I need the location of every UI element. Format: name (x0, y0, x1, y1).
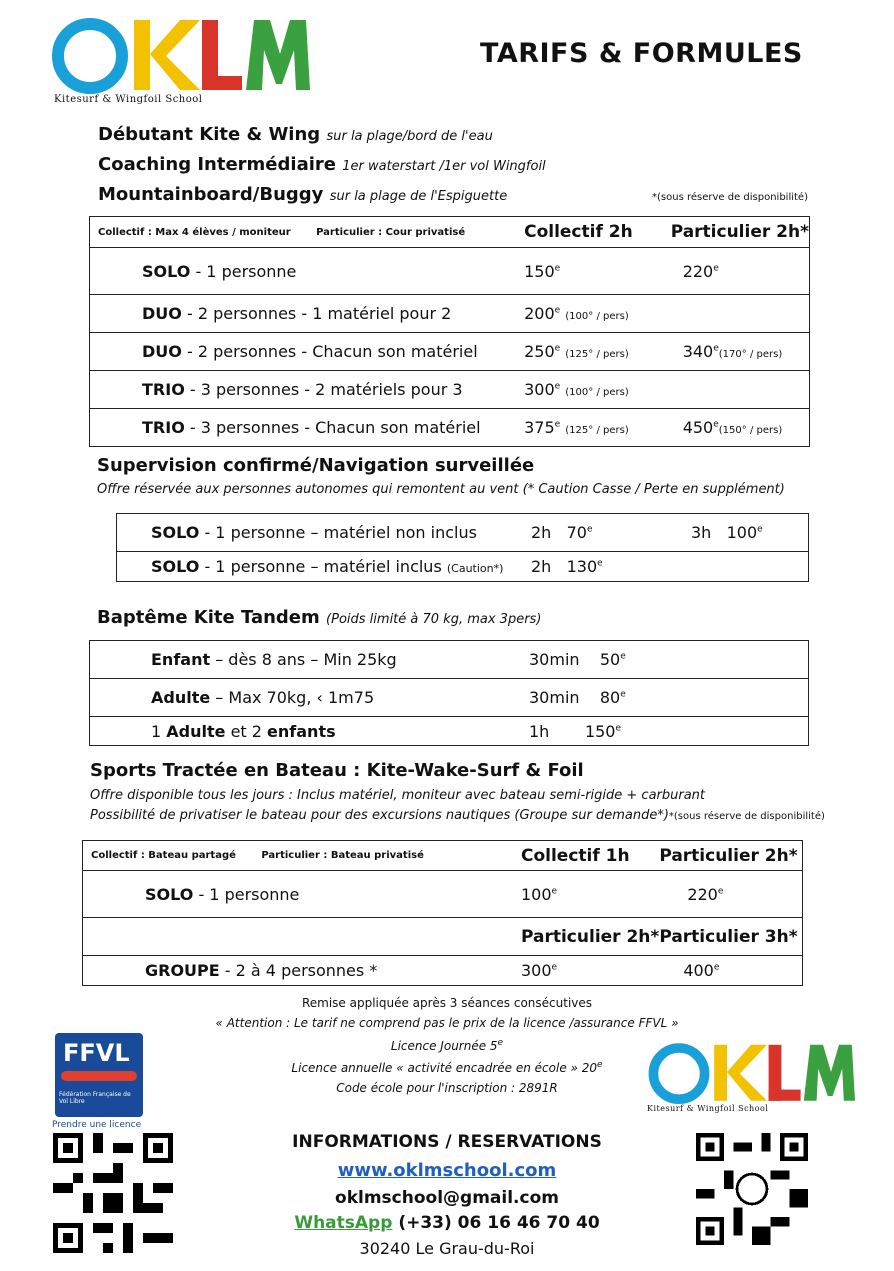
table-row: Enfant – dès 8 ans – Min 25kg 30min 50e (90, 641, 809, 679)
section4-line-2: Possibilité de privatiser le bateau pour des excursions nautiques (Groupe sur demande*)*(sous réserve de disponibilité) (90, 808, 825, 823)
table-subheader-row (83, 918, 803, 956)
table-row: TRIO - 3 personnes - 2 matériels pour 3 300e (100° / pers) (90, 371, 810, 409)
license-year: Licence annuelle « activité encadrée en école » 20e (291, 1060, 603, 1075)
whatsapp-link[interactable]: WhatsApp (294, 1213, 393, 1233)
logo-subtitle: Kitesurf & Wingfoil School (54, 94, 203, 105)
section4-price-table (82, 840, 803, 986)
section3-price-table (89, 640, 809, 746)
oklm-logo-graphic (50, 14, 310, 94)
section4-line-1: Offre disponible tous les jours : Inclus matériel, moniteur avec bateau semi-rigide + carburant (90, 788, 706, 803)
section1-line-1: Débutant Kite & Wing sur la plage/bord de l'eau (98, 124, 493, 145)
address: 30240 Le Grau-du-Roi (359, 1239, 535, 1258)
availability-note: *(sous réserve de disponibilité) (652, 192, 808, 203)
col-collectif-1h: Collectif 1h (521, 841, 659, 871)
contact-title: INFORMATIONS / RESERVATIONS (292, 1132, 602, 1152)
table-row: SOLO - 1 personne – matériel inclus (Caution*) 2h 130e (117, 552, 809, 582)
phone-line (0, 1213, 894, 1233)
col-particulier-2h: Particulier 2h* (671, 217, 810, 248)
table-row: GROUPE - 2 à 4 personnes * 300e 400e (83, 956, 803, 986)
ffvl-license-link[interactable]: Prendre une licence (52, 1120, 142, 1130)
license-warning: « Attention : Le tarif ne comprend pas le prix de la licence /assurance FFVL » (215, 1016, 679, 1030)
section2-subtitle: Offre réservée aux personnes autonomes qui remontent au vent (* Caution Casse / Perte en supplément) (97, 482, 785, 497)
header-collectif-note: Collectif : Max 4 élèves / moniteur (98, 226, 291, 238)
table-header-row (90, 217, 810, 248)
col-collectif-2h: Collectif 2h (524, 217, 671, 248)
section2-price-table (116, 513, 809, 582)
table-row: SOLO - 1 personne 100e 220e (83, 871, 803, 918)
table-row: 1 Adulte et 2 enfants 1h 150e (90, 717, 809, 746)
oklm-logo-small: Kitesurf & Wingfoil School (645, 1040, 857, 1120)
website-link[interactable]: www.oklmschool.com (337, 1160, 557, 1181)
table-row: SOLO - 1 personne – matériel non inclus 2h 70e 3h 100e (117, 514, 809, 552)
page-title: TARIFS & FORMULES (480, 38, 803, 69)
school-code: Code école pour l'inscription : 2891R (336, 1081, 558, 1095)
section1-line-3: Mountainboard/Buggy sur la plage de l'Espiguette (98, 184, 508, 205)
section4-title: Sports Tractée en Bateau : Kite-Wake-Surf & Foil (90, 760, 584, 781)
table-row: Adulte – Max 70kg, ‹ 1m75 30min 80e (90, 679, 809, 717)
ffvl-logo: FFVL Fédération Française de Vol Libre (55, 1033, 143, 1117)
discount-note: Remise appliquée après 3 séances consécutives (301, 996, 593, 1010)
table-row: SOLO - 1 personne 150e 220e (90, 248, 810, 295)
section1-line-2: Coaching Intermédiaire 1er waterstart /1er vol Wingfoil (98, 154, 546, 175)
section3-title: Baptême Kite Tandem (Poids limité à 70 kg, max 3pers) (97, 607, 542, 628)
col-particulier-2h: Particulier 2h* (659, 841, 802, 871)
table-row: DUO - 2 personnes - Chacun son matériel 250e (125° / pers) 340e(170° / pers) (90, 333, 810, 371)
section2-title: Supervision confirmé/Navigation surveillée (97, 455, 535, 476)
col-particulier-3h: Particulier 3h* (659, 918, 802, 956)
license-day: Licence Journée 5e (390, 1038, 504, 1053)
col-particulier-2h-b: Particulier 2h* (521, 918, 659, 956)
table-header-row: Collectif : Bateau partagé Particulier : Bateau privatisé Collectif 1h Particulier 2h* (83, 841, 803, 871)
phone-number[interactable]: (+33) 06 16 46 70 40 (392, 1213, 600, 1233)
table-row: DUO - 2 personnes - 1 matériel pour 2 200e (100° / pers) (90, 295, 810, 333)
header-particulier-note: Particulier : Cour privatisé (316, 226, 466, 238)
email-link[interactable]: oklmschool@gmail.com (335, 1188, 559, 1208)
oklm-logo-graphic (645, 1040, 857, 1104)
table-row: TRIO - 3 personnes - Chacun son matériel 375e (125° / pers) 450e(150° / pers) (90, 409, 810, 447)
section1-price-table (89, 216, 810, 447)
oklm-logo (50, 14, 310, 110)
